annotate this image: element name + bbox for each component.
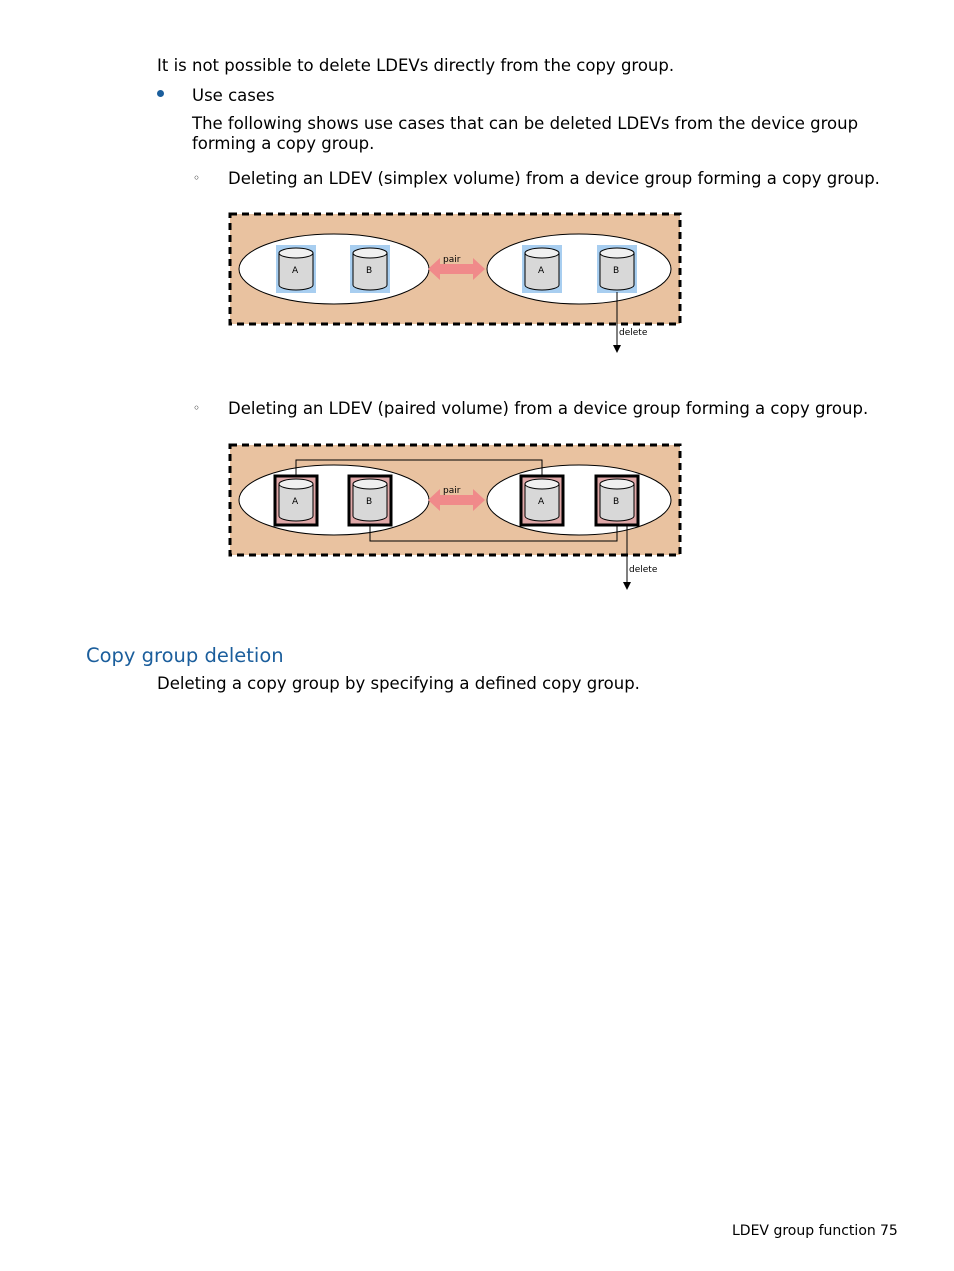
device-group-left (239, 234, 429, 304)
paired-delete-diagram (228, 441, 688, 596)
volume-b-left (350, 245, 390, 293)
delete-label: delete (619, 328, 648, 338)
use-cases-description: The following shows use cases that can be deleted LDEVs from the device group forming a copy group. (192, 114, 859, 153)
section-body: Deleting a copy group by specifying a defined copy group. (157, 674, 640, 693)
volume-b-left (349, 476, 391, 525)
volume-label: B (613, 266, 620, 276)
volume-a-left (275, 476, 317, 525)
device-group-right (487, 234, 671, 304)
volume-a-right (522, 245, 562, 293)
volume-label: A (538, 266, 545, 276)
volume-a-right (521, 476, 563, 525)
footer-section-name: LDEV group function (732, 1223, 876, 1239)
sub-bullet-1: ◦ (193, 171, 201, 185)
sub-bullet-2: ◦ (193, 401, 201, 415)
device-group-left (239, 465, 429, 535)
use-cases-label: Use cases (192, 86, 275, 105)
section-heading: Copy group deletion (86, 644, 284, 667)
volume-label: A (292, 497, 299, 507)
bullet-dot (157, 90, 164, 97)
footer-page-number: 75 (880, 1223, 898, 1239)
pair-label: pair (443, 255, 461, 265)
device-group-right (487, 465, 671, 535)
delete-label: delete (629, 565, 658, 575)
pair-label: pair (443, 486, 461, 496)
volume-label: B (366, 497, 373, 507)
volume-label: B (613, 497, 620, 507)
volume-a-left (276, 245, 316, 293)
simplex-delete-diagram (228, 210, 688, 360)
intro-text: It is not possible to delete LDEVs directly from the copy group. (157, 56, 675, 75)
volume-label: B (366, 266, 373, 276)
use-case-2-text: Deleting an LDEV (paired volume) from a device group forming a copy group. (228, 399, 869, 418)
volume-label: A (292, 266, 299, 276)
volume-label: A (538, 497, 545, 507)
volume-b-right (597, 245, 637, 293)
volume-b-right (596, 476, 638, 525)
use-case-1-text: Deleting an LDEV (simplex volume) from a device group forming a copy group. (228, 169, 880, 188)
